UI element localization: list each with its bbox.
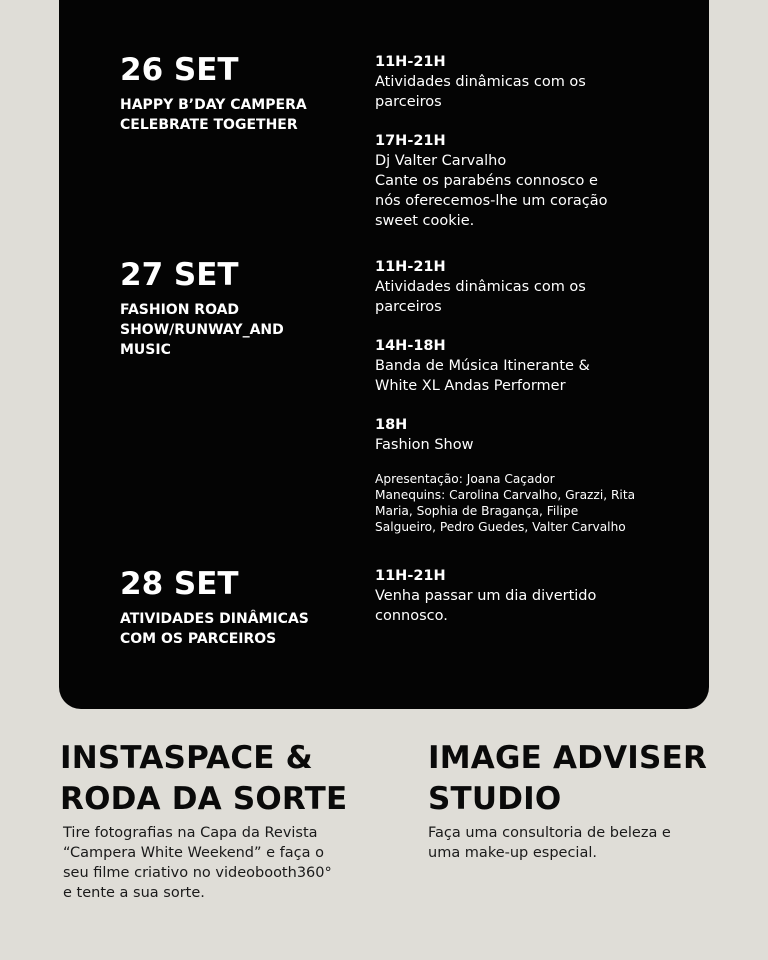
slot-description [375,72,675,112]
time-slot [375,336,675,396]
slot-note-line: Salgueiro, Pedro Guedes, Valter Carvalho [375,520,626,534]
day-theme-line: SHOW/RUNWAY_AND [120,322,284,338]
slot-description-line: Cante os parabéns connosco e [375,173,598,189]
day-date: 26 SET [120,52,239,88]
feature-description [428,823,748,863]
slot-description-line: Venha passar um dia divertido [375,588,597,604]
slot-description [375,277,675,317]
slot-description [375,151,675,231]
slot-description-line: connosco. [375,608,448,624]
slot-time: 11H-21H [375,568,446,584]
slot-description-line: Atividades dinâmicas com os [375,74,586,90]
feature-title [60,738,400,820]
slot-description-line: Fashion Show [375,437,474,453]
time-slot [375,52,675,112]
slot-description-line: parceiros [375,94,442,110]
slot-description [375,586,675,626]
day-theme-line: ATIVIDADES DINÂMICAS [120,611,309,627]
day-theme [120,95,360,135]
feature-description-line: “Campera White Weekend” e faça o [63,845,324,861]
time-slot [375,257,675,317]
day-heading [120,257,360,360]
feature-title-line: STUDIO [428,781,562,817]
feature-title [428,738,748,820]
day-theme-line: FASHION ROAD [120,302,240,318]
day-theme-line: COM OS PARCEIROS [120,631,277,647]
feature-description-line: Faça uma consultoria de beleza e [428,825,671,841]
day-slots [375,52,675,250]
slot-note-line: Manequins: Carolina Carvalho, Grazzi, Rita [375,488,636,502]
day-theme-line: HAPPY B’DAY CAMPERA [120,97,307,113]
slot-description [375,356,675,396]
day-date: 28 SET [120,566,239,602]
day-theme-line: CELEBRATE TOGETHER [120,117,298,133]
feature-description [60,823,400,903]
day-theme [120,609,360,649]
feature-instaspace [60,738,400,903]
slot-note [375,471,675,535]
day-heading [120,52,360,135]
slot-time: 17H-21H [375,133,446,149]
feature-description-line: seu filme criativo no videobooth360° [63,865,332,881]
slot-time: 14H-18H [375,338,446,354]
slot-time: 11H-21H [375,54,446,70]
feature-description-line: uma make-up especial. [428,845,597,861]
time-slot [375,131,675,231]
slot-time: 18H [375,417,408,433]
slot-description-line: sweet cookie. [375,213,475,229]
feature-title-line: RODA DA SORTE [60,781,348,817]
day-heading [120,566,360,649]
slot-note-line: Apresentação: Joana Caçador [375,472,555,486]
feature-title-line: INSTASPACE & [60,740,313,776]
slot-description [375,435,675,455]
feature-title-line: IMAGE ADVISER [428,740,708,776]
day-theme [120,300,360,360]
time-slot [375,566,675,626]
slot-description-line: Atividades dinâmicas com os [375,279,586,295]
feature-image-adviser [428,738,748,863]
feature-description-line: e tente a sua sorte. [63,885,205,901]
slot-description-line: Banda de Música Itinerante & [375,358,590,374]
slot-description-line: White XL Andas Performer [375,378,566,394]
feature-description-line: Tire fotografias na Capa da Revista [63,825,318,841]
day-slots [375,257,675,554]
slot-description-line: nós oferecemos-lhe um coração [375,193,608,209]
slot-description-line: Dj Valter Carvalho [375,153,507,169]
slot-time: 11H-21H [375,259,446,275]
schedule-panel [59,0,709,709]
day-theme-line: MUSIC [120,342,171,358]
slot-description-line: parceiros [375,299,442,315]
day-date: 27 SET [120,257,239,293]
time-slot [375,415,675,535]
slot-note-line: Maria, Sophia de Bragança, Filipe [375,504,579,518]
day-slots [375,566,675,645]
